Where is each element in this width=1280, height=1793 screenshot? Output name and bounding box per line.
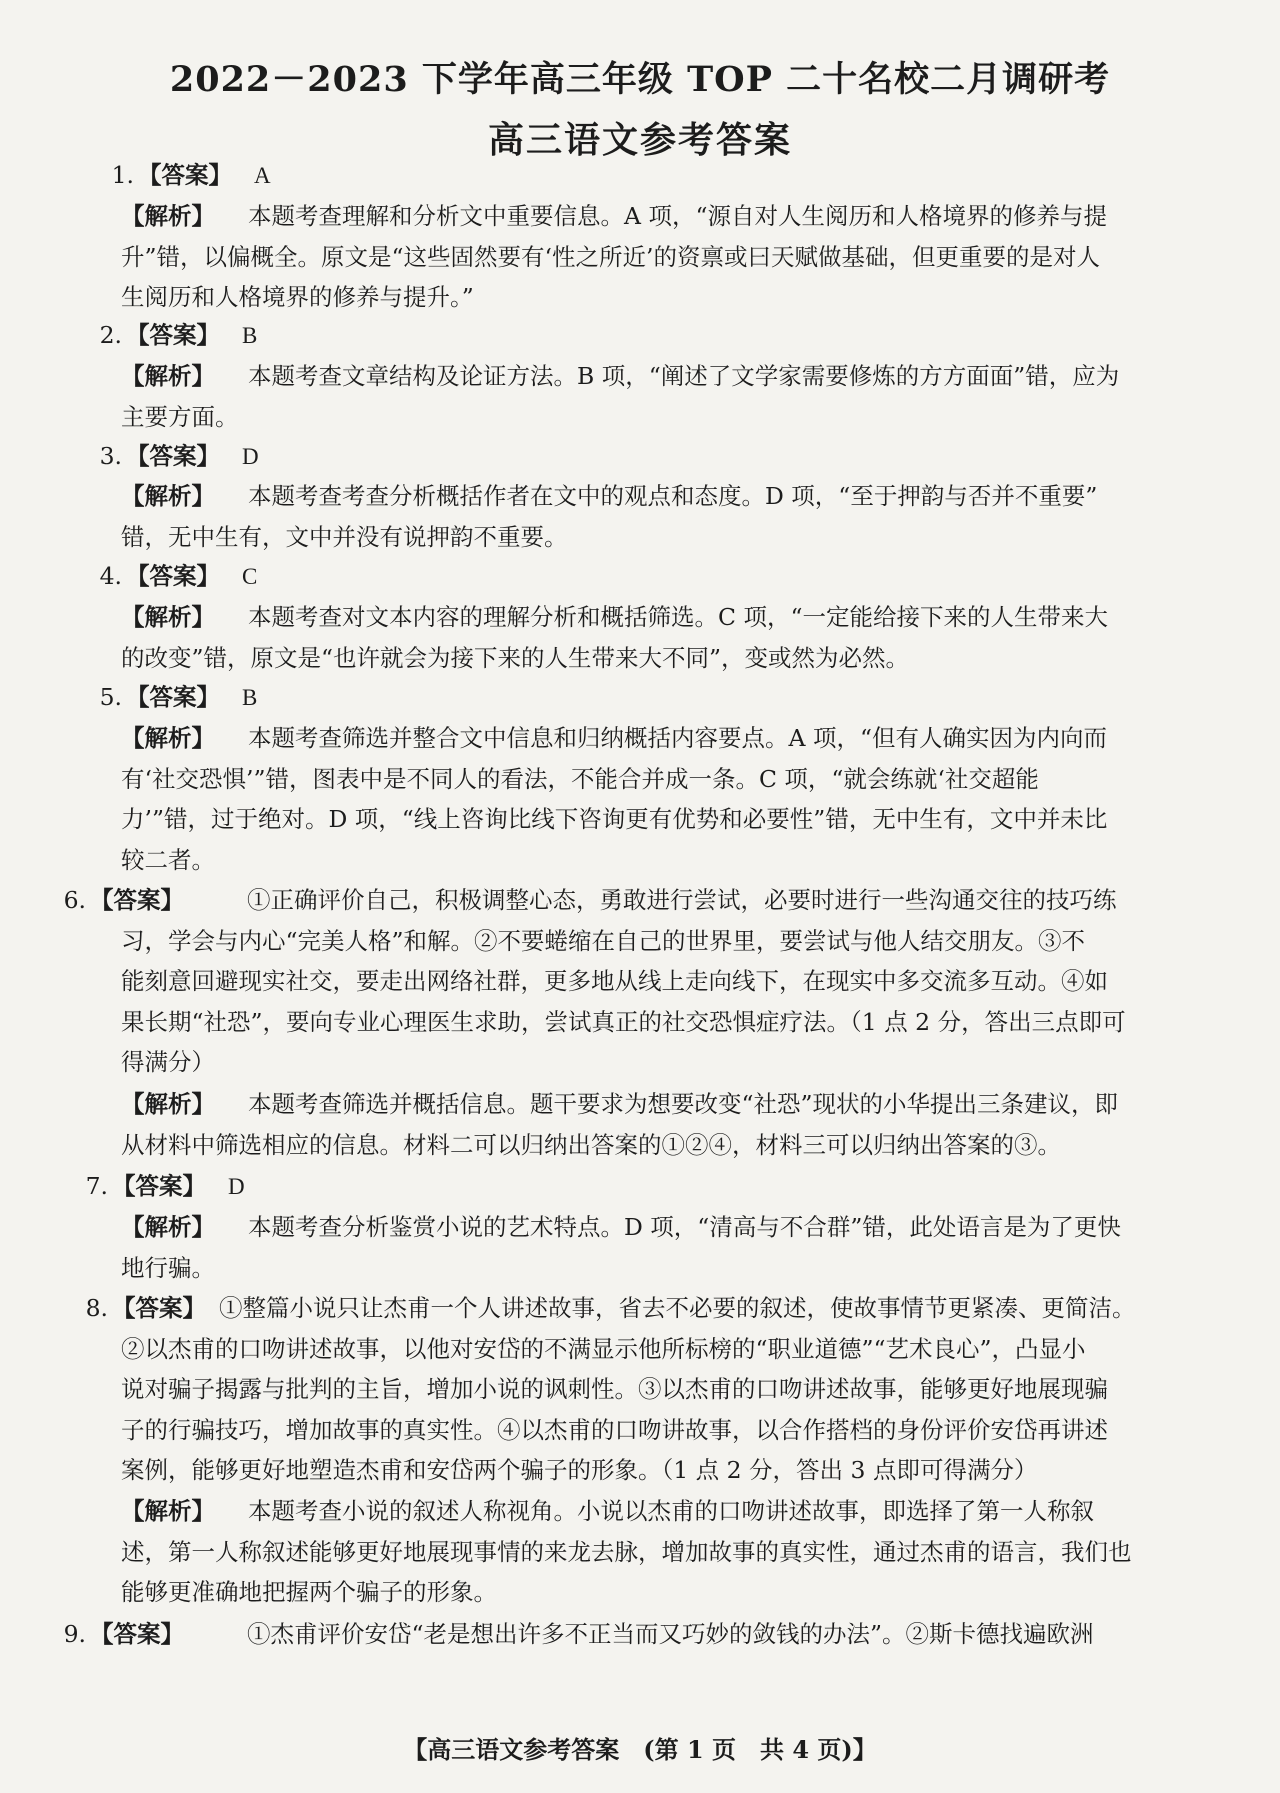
q6-answer-label: 6. 【答案】 — [63, 886, 184, 914]
q2-analysis: 本题考查文章结构及论证方法。B 项，“阐述了文学家需要修炼的方方面面”错，应为 主要方面。 — [121, 362, 1120, 431]
q9-answer: ①杰甫评价安岱“老是想出许多不正当而又巧妙的敛钱的办法”。②斯卡德找遍欧洲 — [247, 1620, 1094, 1648]
q2-answer: 2. 【答案】 B — [99, 321, 258, 349]
page-footer: 【高三语文参考答案 (第 1 页 共 4 页)】 — [403, 1735, 877, 1764]
q3-analysis-label: 【解析】 — [121, 482, 215, 510]
q6-answer: ①正确评价自己，积极调整心态，勇敢进行尝试，必要时进行一些沟通交往的技巧练 习，学会与内心“完美人格”和解。②不要蜷缩在自己的世界里，要尝试与他人结交朋友。③不 能刻意回避现实社交，要走出网络社群，更多地从线上走向线下，在现实中多交流多互动。④如 果长期“社恐”，要向专业心理医生求助，尝试真正的社交恐惧症疗法。（1 点 2 分，答出三点即可 得满分） — [121, 886, 1126, 1076]
q7-answer: 7. 【答案】 D — [85, 1172, 245, 1200]
q5-analysis-label: 【解析】 — [121, 724, 215, 752]
q6-analysis: 本题考查筛选并概括信息。题干要求为想要改变“社恐”现状的小华提出三条建议，即 从材料中筛选相应的信息。材料二可以归纳出答案的①②④，材料三可以归纳出答案的③。 — [121, 1090, 1119, 1159]
q7-analysis-label: 【解析】 — [121, 1213, 215, 1241]
q1-analysis-label: 【解析】 — [121, 202, 215, 230]
q8-answer: ①整篇小说只让杰甫一个人讲述故事，省去不必要的叙述，使故事情节更紧凑、更简洁。 ②以杰甫的口吻讲述故事，以他对安岱的不满显示他所标榜的“职业道德”“艺术良心”，凸显小 说对骗子揭露与批判的主旨，增加小说的讽刺性。③以杰甫的口吻讲述故事，能够更好地展现骗 子的行骗技巧，增加故事的真实性。④以杰甫的口吻讲故事，以合作搭档的身份评价安岱再讲述 案例，能够更好地塑造杰甫和安岱两个骗子的形象。（1 点 2 分，答出 3 点即可得满分） — [121, 1294, 1136, 1484]
q5-answer: 5. 【答案】 B — [99, 683, 258, 711]
q4-analysis: 本题考查对文本内容的理解分析和概括筛选。C 项，“一定能给接下来的人生带来大 的改变”错，原文是“也许就会为接下来的人生带来大不同”，变或然为必然。 — [121, 603, 1108, 672]
q2-analysis-label: 【解析】 — [121, 362, 215, 390]
q4-analysis-label: 【解析】 — [121, 603, 215, 631]
page-subtitle: 高三语文参考答案 — [487, 119, 792, 161]
q9-answer-label: 9. 【答案】 — [63, 1620, 184, 1648]
q8-analysis: 本题考查小说的叙述人称视角。小说以杰甫的口吻讲述故事，即选择了第一人称叙 述，第一人称叙述能够更好地展现事情的来龙去脉，增加故事的真实性，通过杰甫的语言，我们也 能够更准确地把握两个骗子的形象。 — [121, 1497, 1132, 1606]
q7-analysis: 本题考查分析鉴赏小说的艺术特点。D 项，“清高与不合群”错，此处语言是为了更快 地行骗。 — [121, 1213, 1121, 1282]
q3-analysis: 本题考查考查分析概括作者在文中的观点和态度。D 项，“至于押韵与否并不重要” 错，无中生有，文中并没有说押韵不重要。 — [121, 482, 1098, 551]
q3-answer: 3. 【答案】 D — [99, 442, 259, 470]
q6-analysis-label: 【解析】 — [121, 1090, 215, 1118]
q8-analysis-label: 【解析】 — [121, 1497, 215, 1525]
q8-answer-label: 8. 【答案】 — [85, 1294, 206, 1322]
q4-answer: 4. 【答案】 C — [99, 562, 258, 590]
q1-analysis: 本题考查理解和分析文中重要信息。A 项，“源自对人生阅历和人格境界的修养与提 升”错，以偏概全。原文是“这些固然要有‘性之所近’的资禀或曰天赋做基础，但更重要的是对人 生阅历和人格境界的修养与提升。” — [121, 202, 1107, 311]
q5-analysis: 本题考查筛选并整合文中信息和归纳概括内容要点。A 项，“但有人确实因为内向而 有‘社交恐惧’”错，图表中是不同人的看法，不能合并成一条。C 项，“就会练就‘社交超能 力’”错，过于绝对。D 项，“线上咨询比线下咨询更有优势和必要性”错，无中生有，文中并未比 较二者。 — [121, 724, 1108, 874]
q1-answer: 1. 【答案】 A — [111, 161, 271, 189]
page-title: 2022－2023 下学年高三年级 TOP 二十名校二月调研考 — [169, 59, 1111, 100]
